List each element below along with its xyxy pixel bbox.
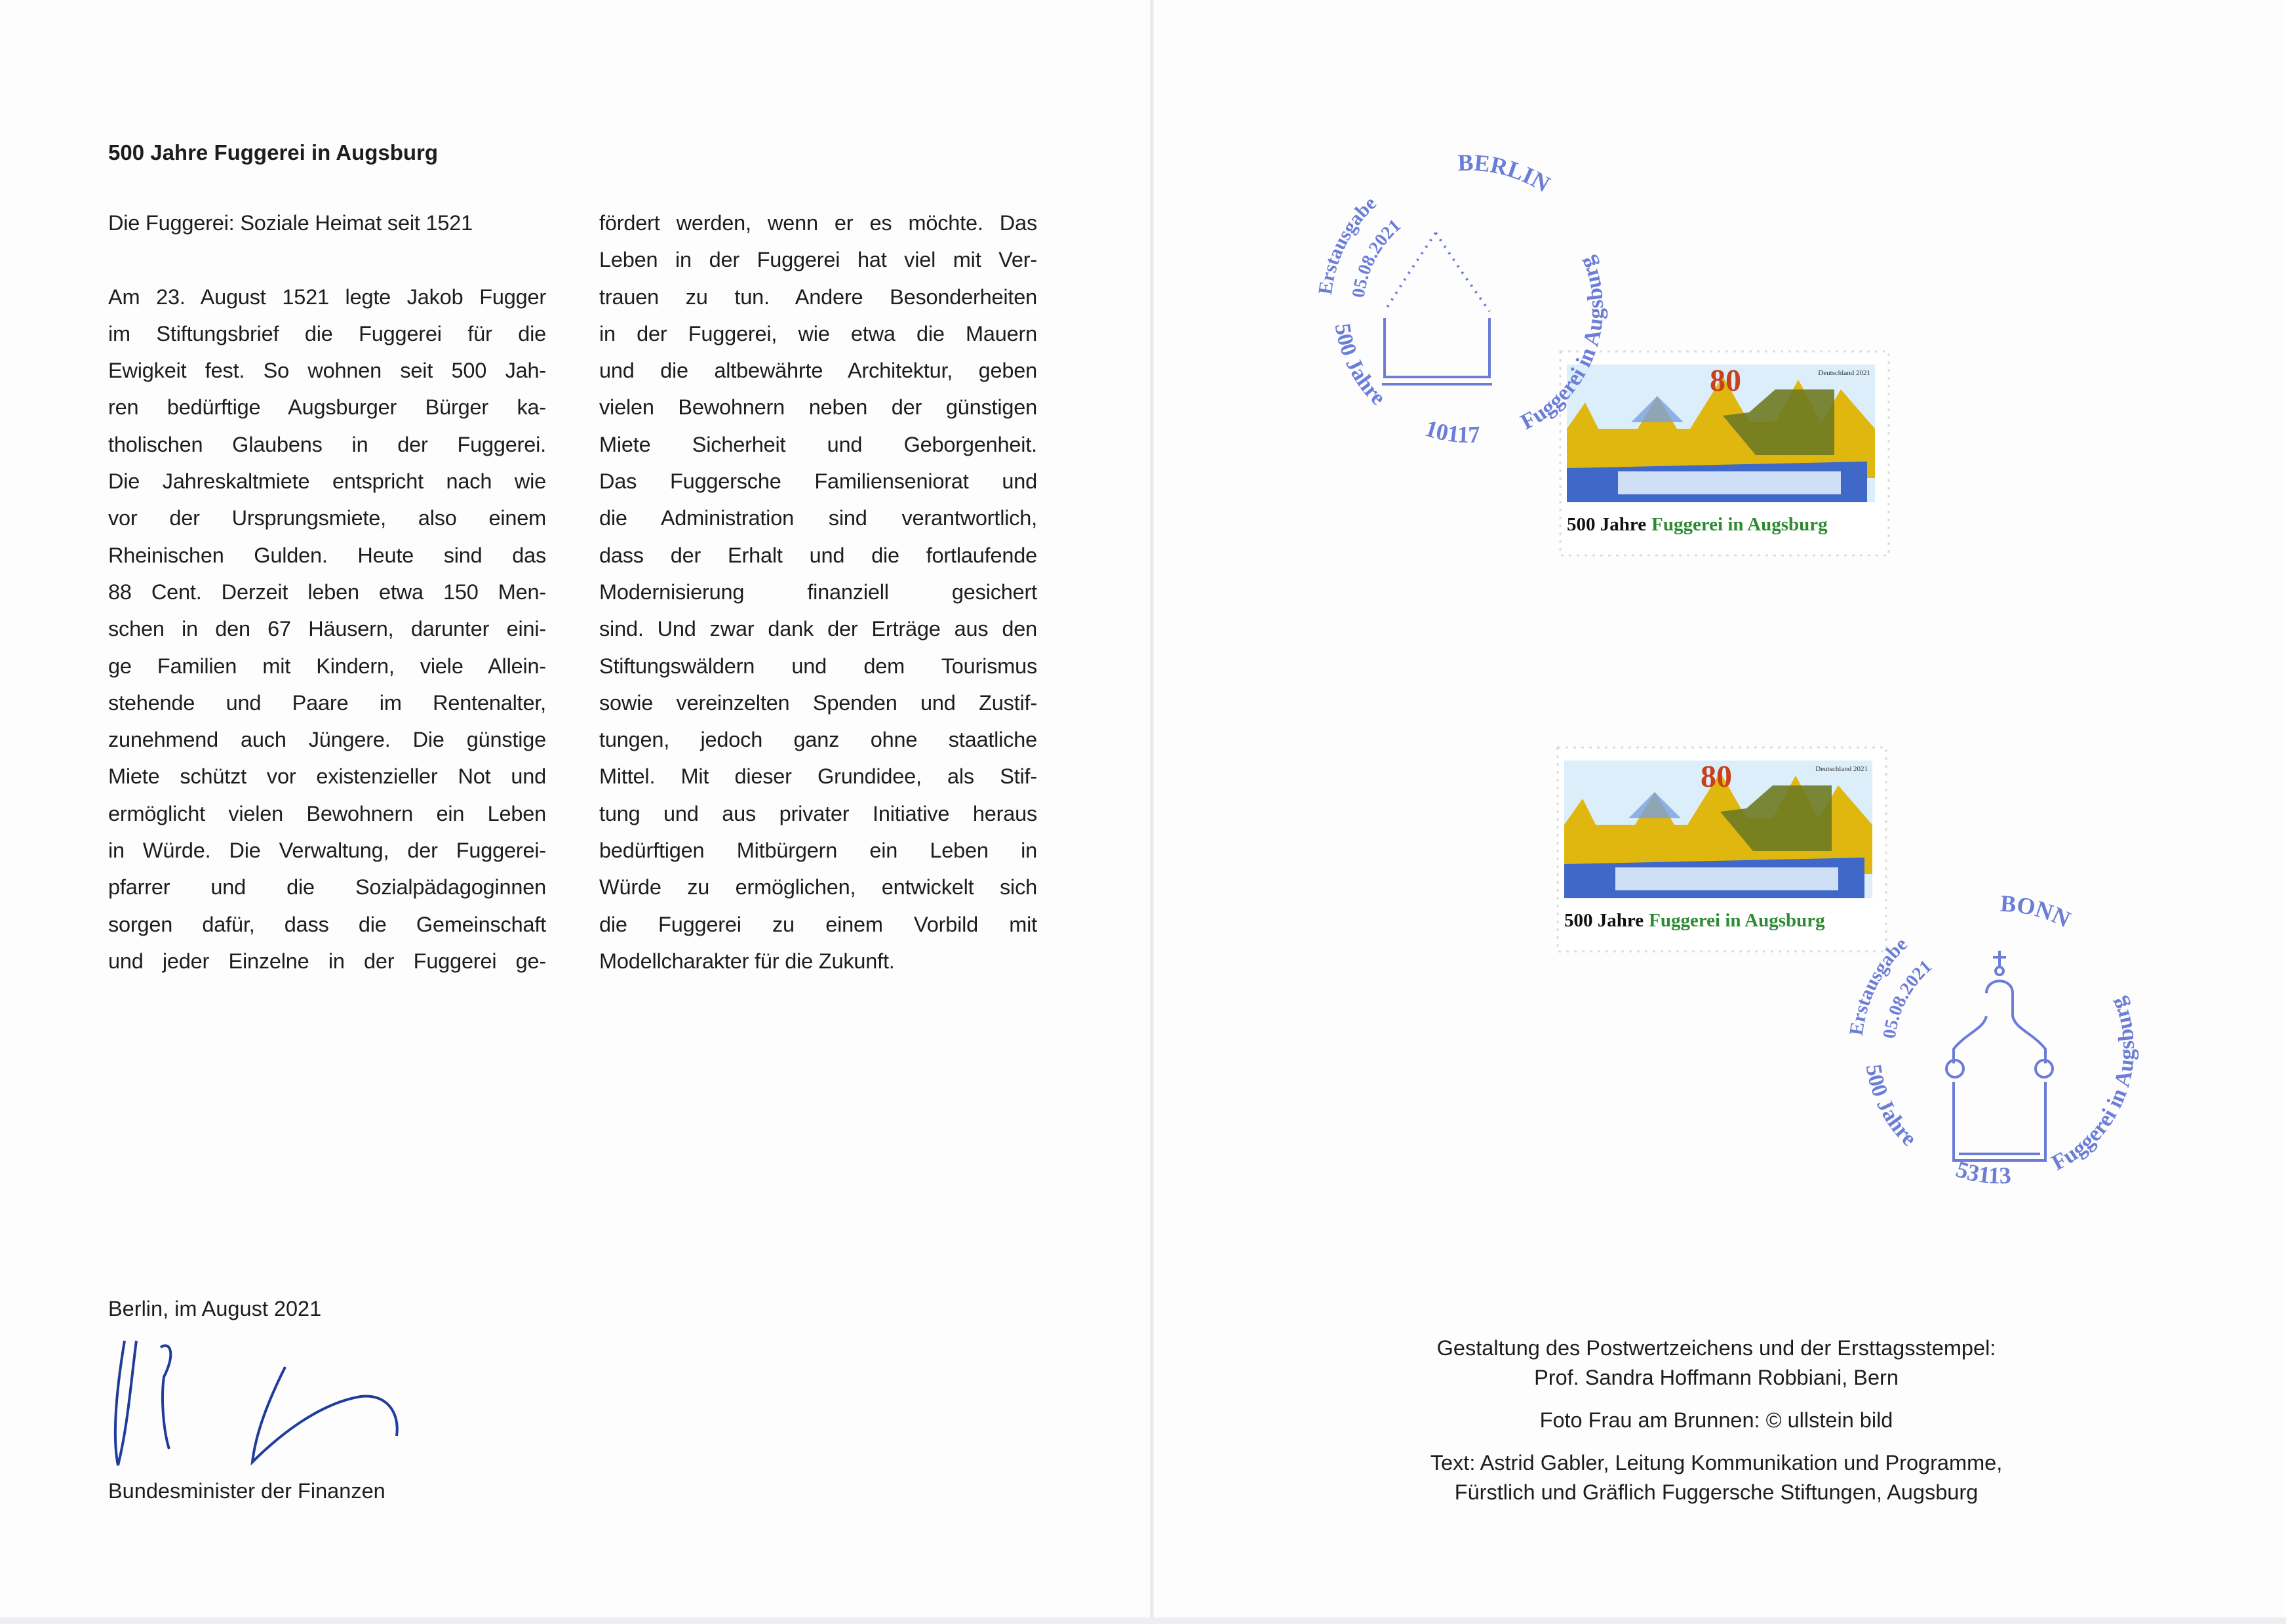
credit-text-1: Text: Astrid Gabler, Leitung Kommunikation und Programme,: [1430, 1451, 2003, 1475]
body-text-line: Die Jahreskaltmiete entspricht nach wie: [108, 469, 546, 494]
postmark-years: 500 Jahre: [1861, 1062, 1921, 1151]
body-text-line: bedürftigen Mitbürgern ein Leben in: [599, 839, 1037, 863]
body-text-line: schen in den 67 Häusern, darunter eini-: [108, 617, 546, 641]
body-text-line: vielen Bewohnern neben der günstigen: [599, 395, 1037, 420]
body-text-line: Ewigkeit fest. So wohnen seit 500 Jah-: [108, 359, 546, 383]
body-text-line: Modellcharakter für die Zukunft.: [599, 949, 895, 973]
body-text-line: sind. Und zwar dank der Erträge aus den: [599, 617, 1037, 641]
signer-title: Bundesminister der Finanzen: [108, 1479, 385, 1503]
body-text-line: sowie vereinzelten Spenden und Zustif-: [599, 690, 1037, 715]
text-column-2: [599, 205, 1037, 980]
body-text-line: in der Fuggerei, wie etwa die Mauern: [599, 321, 1037, 346]
body-text-line: Leben in der Fuggerei hat viel mit Ver-: [599, 248, 1037, 272]
body-text-line: Rheinischen Gulden. Heute sind das: [108, 543, 546, 567]
postmark-motto: Fuggerei in Augsburg: [2047, 994, 2140, 1176]
credit-text-2: Fürstlich und Gräflich Fuggersche Stiftungen, Augsburg: [1454, 1480, 1979, 1504]
postmark-motto: Fuggerei in Augsburg: [1516, 253, 1609, 435]
chapel-outline-icon: [1946, 951, 2053, 1160]
body-text-line: Das Fuggersche Familienseniorat und: [599, 469, 1037, 494]
credit-design-2: Prof. Sandra Hoffmann Robbiani, Bern: [1534, 1366, 1899, 1389]
body-text-line: Miete schützt vor existenzieller Not und: [108, 764, 546, 789]
body-text-line: und die altbewährte Architektur, geben: [599, 359, 1037, 383]
body-text-line: Miete Sicherheit und Geborgenheit.: [599, 432, 1037, 456]
credit-design-1: Gestaltung des Postwertzeichens und der Ersttagsstempel:: [1436, 1336, 1996, 1360]
stamp-caption-green: Fuggerei in Augsburg: [1649, 910, 1825, 931]
body-text-line: dass der Erhalt und die fortlaufende: [599, 543, 1037, 567]
body-text-line: tholischen Glaubens in der Fuggerei.: [108, 432, 546, 456]
body-text-line: sorgen dafür, dass die Gemeinschaft: [108, 912, 546, 936]
body-text-line: Würde zu ermöglichen, entwickelt sich: [599, 875, 1037, 900]
body-text-line: und jeder Einzelne in der Fuggerei ge-: [108, 949, 546, 973]
svg-text:500 JahreFuggerei in Augsburg: [1567, 514, 1828, 535]
body-text-line: Modernisierung finanziell gesichert: [599, 580, 1037, 604]
postmark-years: 500 Jahre: [1330, 321, 1390, 410]
body-text-line: Stiftungswäldern und dem Tourismus: [599, 654, 1037, 678]
credits: [1337, 1334, 2095, 1520]
postmark-city: BERLIN: [1457, 151, 1555, 197]
svg-text:Fuggerei in Augsburg: [1517, 253, 1608, 435]
svg-text:500 JahreFuggerei in Augsburg: [1564, 910, 1825, 931]
page-fold: [1150, 0, 1154, 1624]
postmark-label: Erstausgabe: [1845, 933, 1912, 1037]
svg-text:BONN: [2000, 892, 2074, 932]
stamp-value: 80: [1710, 363, 1741, 398]
postmark-date: 05.08.2021: [1348, 215, 1405, 299]
signature: [98, 1328, 413, 1478]
body-text-line: ge Familien mit Kindern, viele Allein-: [108, 654, 546, 678]
body-text-line: fördert werden, wenn er es möchte. Das: [599, 211, 1037, 235]
body-text-line: in Würde. Die Verwaltung, der Fuggerei-: [108, 839, 546, 863]
body-text-line: die Fuggerei zu einem Vorbild mit: [599, 912, 1037, 936]
body-text-line: vor der Ursprungsmiete, also einem: [108, 506, 546, 530]
postmark-berlin: [1305, 151, 1632, 465]
subtitle: Die Fuggerei: Soziale Heimat seit 1521: [108, 211, 473, 235]
postmark-zip: 10117: [1422, 414, 1481, 448]
page-title: 500 Jahre Fuggerei in Augsburg: [108, 140, 439, 165]
body-text-line: zunehmend auch Jüngere. Die günstige: [108, 728, 546, 752]
svg-text:500 Jahre: [1330, 322, 1390, 410]
svg-text:BERLIN: [1457, 151, 1554, 197]
body-text-line: ermöglicht vielen Bewohnern ein Leben: [108, 801, 546, 825]
stamp-caption-black: 500 Jahre: [1567, 514, 1647, 535]
stamp-country: Deutschland 2021: [1815, 765, 1868, 773]
house-outline-icon: [1382, 233, 1492, 384]
body-text-line: Am 23. August 1521 legte Jakob Fugger: [108, 285, 546, 309]
body-text-line: ren bedürftige Augsburger Bürger ka-: [108, 395, 546, 420]
body-text-line: tungen, jedoch ganz ohne staatliche: [599, 728, 1037, 752]
svg-text:500 Jahre: [1861, 1063, 1921, 1151]
svg-text:Fuggerei in Augsburg: [2048, 994, 2139, 1176]
postmark-date: 05.08.2021: [1879, 956, 1936, 1040]
body-text-line: trauen zu tun. Andere Besonderheiten: [599, 285, 1037, 309]
postmark-zip: 53113: [1953, 1155, 2012, 1189]
stamp-country: Deutschland 2021: [1818, 369, 1870, 377]
stamp-caption-black: 500 Jahre: [1564, 910, 1644, 931]
postmark-bonn: [1836, 892, 2163, 1206]
body-text-line: pfarrer und die Sozialpädagoginnen: [108, 875, 546, 900]
body-text-line: 88 Cent. Derzeit leben etwa 150 Men-: [108, 580, 546, 604]
postmark-city: BONN: [2000, 892, 2075, 933]
body-text-line: die Administration sind verantwortlich,: [599, 506, 1037, 530]
stamp-value: 80: [1701, 759, 1732, 794]
body-text-line: stehende und Paare im Rentenalter,: [108, 690, 546, 715]
postmark-label: Erstausgabe: [1314, 192, 1381, 296]
body-text-line: Mittel. Mit dieser Grundidee, als Stif-: [599, 764, 1037, 789]
body-text-line: im Stiftungsbrief die Fuggerei für die: [108, 321, 546, 346]
credit-photo: Foto Frau am Brunnen: © ullstein bild: [1539, 1408, 1893, 1432]
text-column-1: [108, 205, 546, 980]
place-date: Berlin, im August 2021: [108, 1297, 322, 1320]
body-text-line: tung und aus privater Initiative heraus: [599, 801, 1037, 825]
card-edge: [0, 1617, 2286, 1624]
stamp-caption-green: Fuggerei in Augsburg: [1651, 514, 1828, 535]
svg-text:10117: [1422, 415, 1480, 448]
